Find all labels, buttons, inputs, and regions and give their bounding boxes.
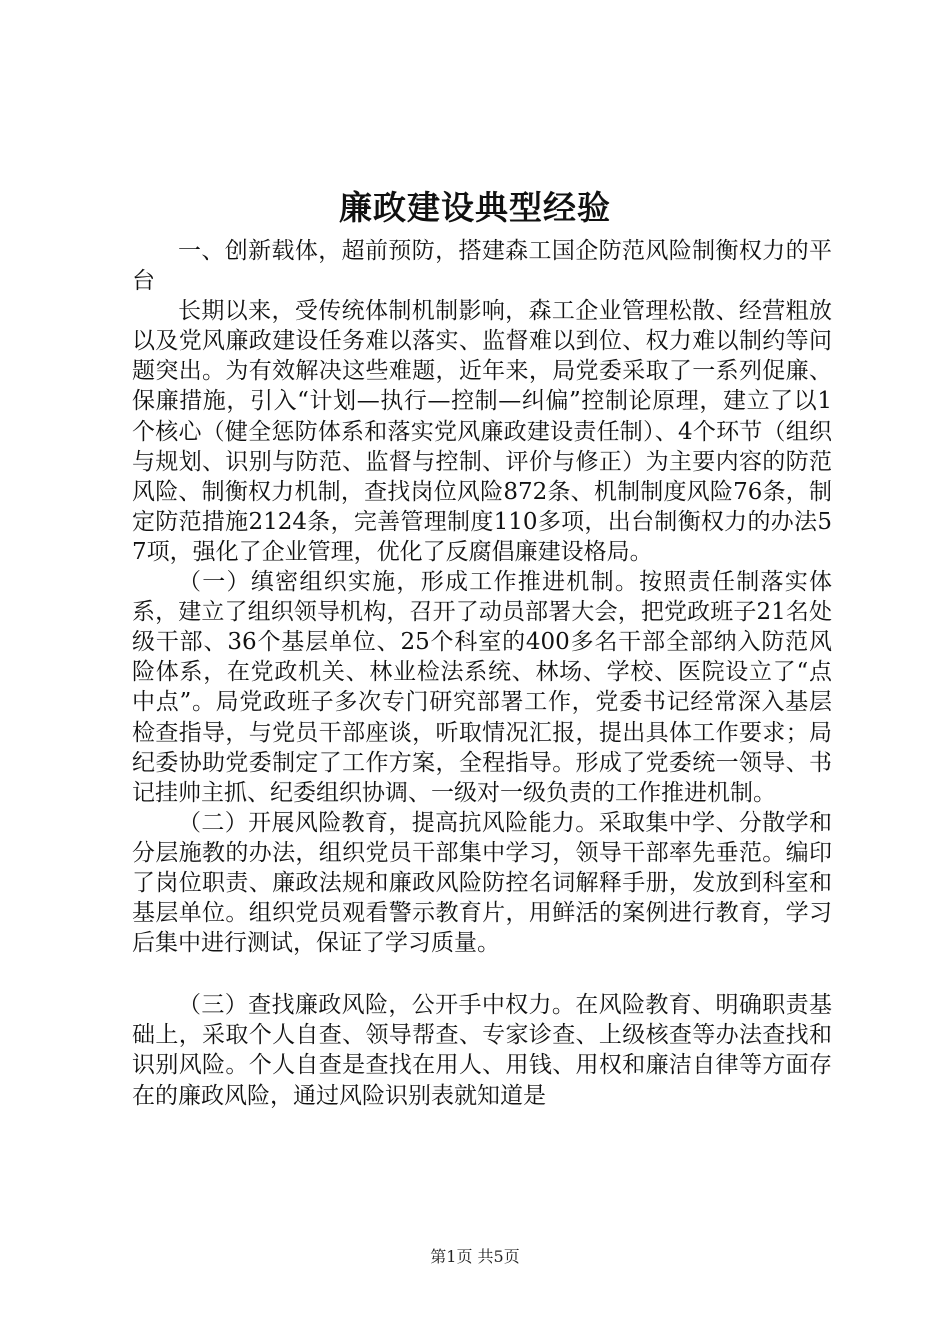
body-paragraph: （三）查找廉政风险，公开手中权力。在风险教育、明确职责基础上，采取个人自查、领导帮查、专家诊查、上级核查等办法查找和识别风险。个人自查是查找在用人、用钱、用权和廉洁自律等方面存在的廉政风险，通过风险识别表就知道是 xyxy=(132,992,832,1109)
page-footer: 第1页 共5页 xyxy=(430,1247,520,1266)
document-title: 廉政建设典型经验 xyxy=(339,188,611,227)
body-paragraph: 长期以来，受传统体制机制影响，森工企业管理松散、经营粗放以及党风廉政建设任务难以落实、监督难以到位、权力难以制约等问题突出。为有效解决这些难题，近年来，局党委采取了一系列促廉、保廉措施，引入“计划—执行—控制—纠偏”控制论原理，建立了以1个核心（健全惩防体系和落实党风廉政建设责任制）、4个环节（组织与规划、识别与防范、监督与控制、评价与修正）为主要内容的防范风险、制衡权力机制，查找岗位风险872条、机制制度风险76条，制定防范措施2124条，完善管理制度110多项，出台制衡权力的办法57项，强化了企业管理，优化了反腐倡廉建设格局。 xyxy=(132,298,832,565)
section-heading: 一、创新载体，超前预防，搭建森工国企防范风险制衡权力的平台 xyxy=(132,238,832,295)
body-paragraph: （一）缜密组织实施，形成工作推进机制。按照责任制落实体系，建立了组织领导机构，召开了动员部署大会，把党政班子21名处级干部、36个基层单位、25个科室的400多名干部全部纳入防范风险体系，在党政机关、林业检法系统、林场、学校、医院设立了“点中点”。局党政班子多次专门研究部署工作，党委书记经常深入基层检查指导，与党员干部座谈，听取情况汇报，提出具体工作要求；局纪委协助党委制定了工作方案，全程指导。形成了党委统一领导、书记挂帅主抓、纪委组织协调、一级对一级负责的工作推进机制。 xyxy=(132,569,832,806)
document-body xyxy=(132,236,832,1111)
body-paragraph: （二）开展风险教育，提高抗风险能力。采取集中学、分散学和分层施教的办法，组织党员干部集中学习，领导干部率先垂范。编印了岗位职责、廉政法规和廉政风险防控名词解释手册，发放到科室和基层单位。组织党员观看警示教育片，用鲜活的案例进行教育，学习后集中进行测试，保证了学习质量。 xyxy=(132,809,832,957)
paragraph-gap xyxy=(132,958,832,990)
